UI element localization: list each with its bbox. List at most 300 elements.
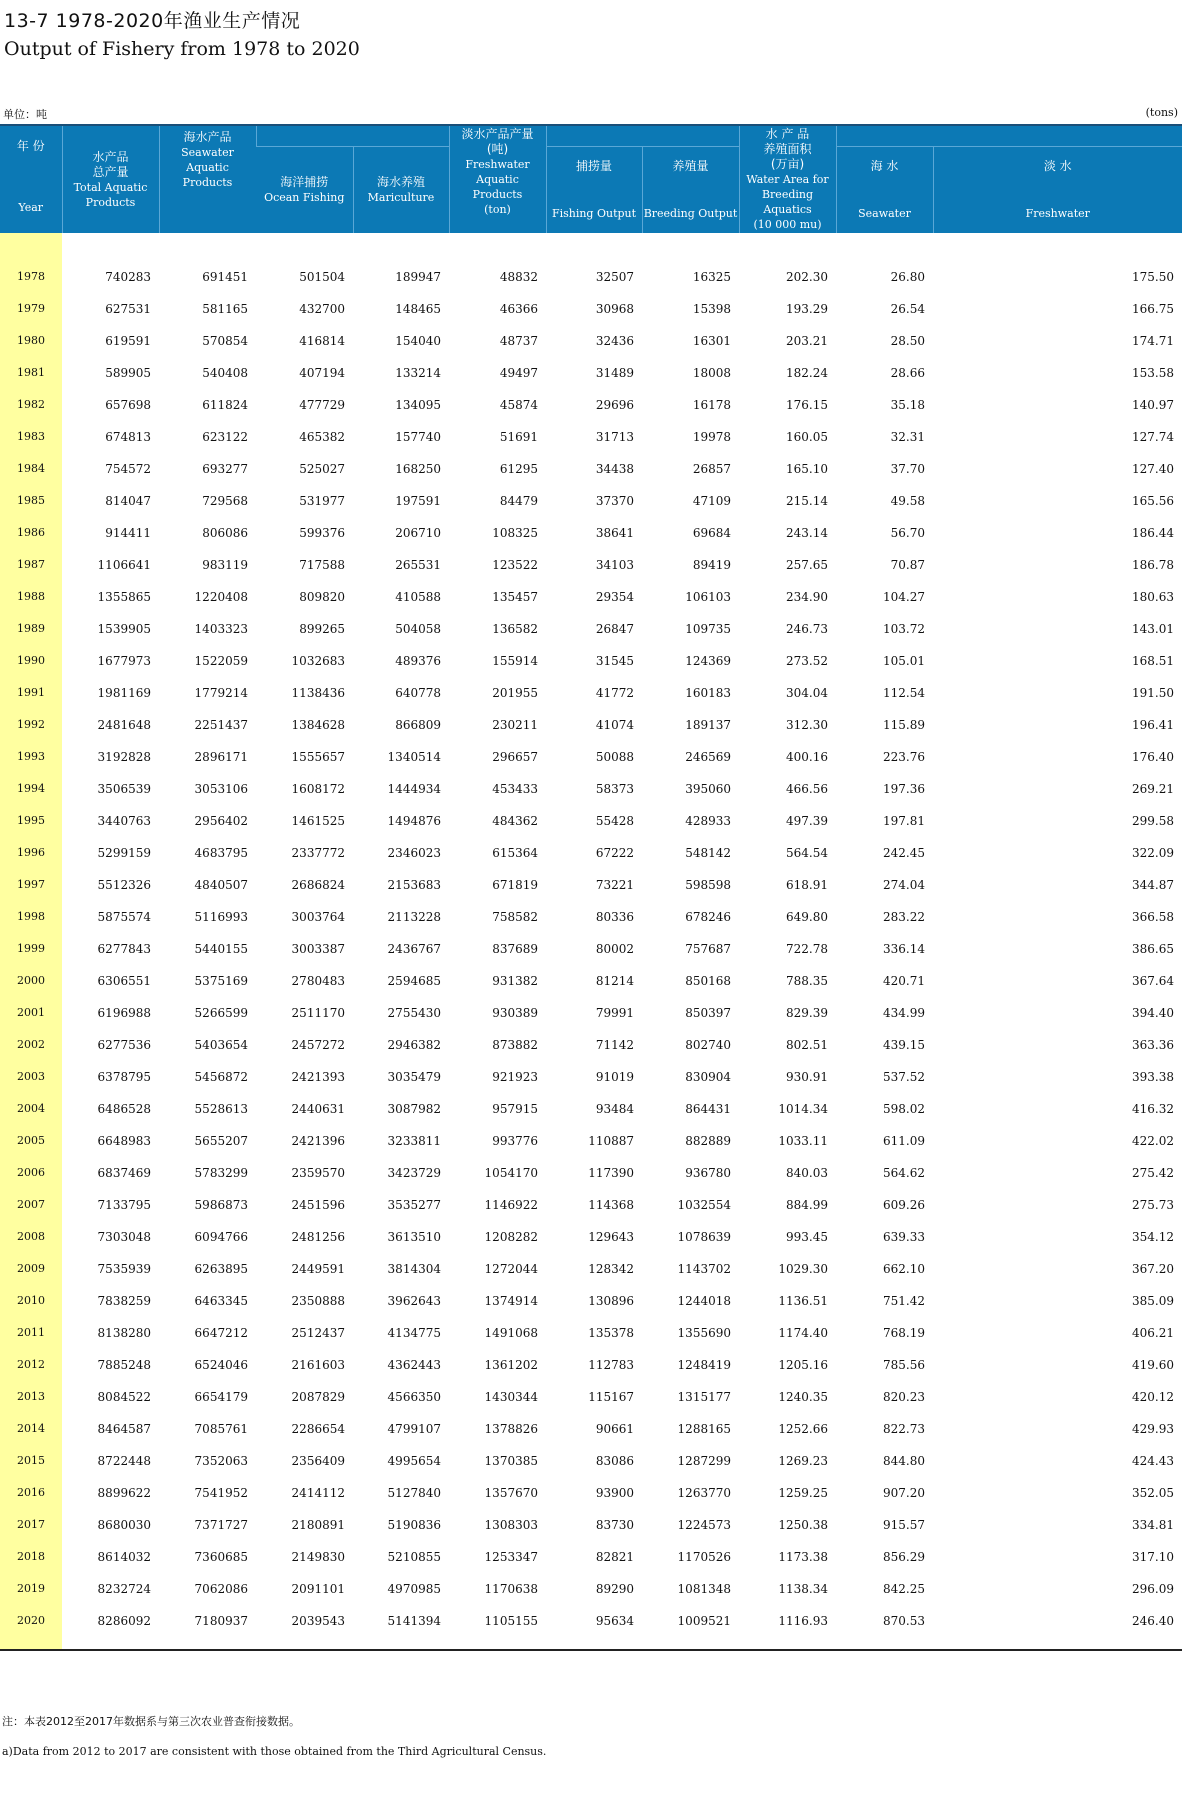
value-cell: 1224573	[677, 1518, 731, 1532]
value-cell: 2436767	[387, 942, 441, 956]
year-cell: 2011	[0, 1317, 62, 1349]
value-cell: 3962643	[387, 1294, 441, 1308]
value-cell: 936780	[685, 1166, 731, 1180]
value-cell: 34103	[595, 558, 634, 572]
value-cell: 166.75	[1132, 302, 1174, 316]
value-cell: 5190836	[387, 1518, 441, 1532]
value-cell: 8084522	[97, 1390, 151, 1404]
value-cell: 117390	[588, 1166, 634, 1180]
value-cell: 175.50	[1132, 270, 1174, 284]
value-cell: 1032554	[677, 1198, 731, 1212]
header-breeding-output-en: Breeding Output	[643, 207, 738, 220]
value-cell: 5403654	[194, 1038, 248, 1052]
value-cell: 740283	[105, 270, 151, 284]
year-cell: 2003	[0, 1061, 62, 1093]
value-cell: 67222	[595, 846, 634, 860]
value-cell: 439.15	[883, 1038, 925, 1052]
value-cell: 130896	[588, 1294, 634, 1308]
year-cell: 2020	[0, 1605, 62, 1637]
table-row	[0, 1509, 1182, 1541]
value-cell: 7535939	[97, 1262, 151, 1276]
value-cell: 866809	[395, 718, 441, 732]
value-cell: 722.78	[786, 942, 828, 956]
value-cell: 51691	[499, 430, 538, 444]
value-cell: 2457272	[291, 1038, 345, 1052]
value-cell: 8680030	[97, 1518, 151, 1532]
table-row	[0, 1317, 1182, 1349]
header-breeding-area	[739, 125, 836, 233]
value-cell: 2511170	[291, 1006, 345, 1020]
value-cell: 1033.11	[778, 1134, 828, 1148]
value-cell: 79991	[595, 1006, 634, 1020]
value-cell: 4566350	[387, 1390, 441, 1404]
table-row	[0, 261, 1182, 293]
year-cell: 1980	[0, 325, 62, 357]
value-cell: 1205.16	[778, 1358, 828, 1372]
value-cell: 49.58	[890, 494, 925, 508]
value-cell: 1138.34	[778, 1582, 828, 1596]
value-cell: 416.32	[1132, 1102, 1174, 1116]
value-cell: 407194	[299, 366, 345, 380]
unit-label-en: (tons)	[1145, 106, 1178, 119]
value-cell: 8464587	[97, 1422, 151, 1436]
value-cell: 432700	[299, 302, 345, 316]
table-row	[0, 837, 1182, 869]
year-cell: 1998	[0, 901, 62, 933]
value-cell: 531977	[299, 494, 345, 508]
year-cell: 1978	[0, 261, 62, 293]
header-breeding-output	[642, 147, 739, 234]
value-cell: 115167	[588, 1390, 634, 1404]
value-cell: 674813	[105, 430, 151, 444]
value-cell: 1461525	[291, 814, 345, 828]
value-cell: 8614032	[97, 1550, 151, 1564]
value-cell: 274.04	[883, 878, 925, 892]
value-cell: 112783	[588, 1358, 634, 1372]
value-cell: 6648983	[97, 1134, 151, 1148]
value-cell: 124369	[685, 654, 731, 668]
value-cell: 4362443	[387, 1358, 441, 1372]
value-cell: 189137	[685, 718, 731, 732]
year-cell: 1992	[0, 709, 62, 741]
value-cell: 4840507	[194, 878, 248, 892]
table-row	[0, 613, 1182, 645]
value-cell: 453433	[492, 782, 538, 796]
value-cell: 26857	[692, 462, 731, 476]
table-row	[0, 1605, 1182, 1637]
value-cell: 758582	[492, 910, 538, 924]
value-cell: 915.57	[883, 1518, 925, 1532]
value-cell: 598598	[685, 878, 731, 892]
page-title-en: Output of Fishery from 1978 to 2020	[4, 38, 360, 60]
value-cell: 657698	[105, 398, 151, 412]
year-cell: 2017	[0, 1509, 62, 1541]
header-breeding-output-cn: 养殖量	[672, 159, 709, 173]
table-row	[0, 1157, 1182, 1189]
value-cell: 7360685	[194, 1550, 248, 1564]
table-row	[0, 293, 1182, 325]
header-mariculture-en: Mariculture	[367, 191, 435, 204]
value-cell: 201955	[492, 686, 538, 700]
value-cell: 1494876	[387, 814, 441, 828]
header-year	[0, 125, 62, 233]
value-cell: 157740	[395, 430, 441, 444]
value-cell: 41074	[595, 718, 634, 732]
value-cell: 930.91	[786, 1070, 828, 1084]
value-cell: 35.18	[890, 398, 925, 412]
header-fishing-output-en: Fishing Output	[551, 207, 637, 220]
value-cell: 1248419	[677, 1358, 731, 1372]
value-cell: 957915	[492, 1102, 538, 1116]
year-cell: 1987	[0, 549, 62, 581]
header-seawater-products-cn: 海水产品	[183, 130, 232, 144]
value-cell: 3003764	[291, 910, 345, 924]
value-cell: 367.64	[1132, 974, 1174, 988]
value-cell: 820.23	[883, 1390, 925, 1404]
value-cell: 1220408	[194, 590, 248, 604]
value-cell: 619591	[105, 334, 151, 348]
value-cell: 410588	[395, 590, 441, 604]
value-cell: 1378826	[484, 1422, 538, 1436]
value-cell: 7062086	[194, 1582, 248, 1596]
header-seawater-products	[159, 125, 256, 233]
value-cell: 640778	[395, 686, 441, 700]
year-cell: 1986	[0, 517, 62, 549]
value-cell: 3506539	[97, 782, 151, 796]
header-total-en: Total Aquatic Products	[73, 180, 148, 209]
value-cell: 105.01	[883, 654, 925, 668]
value-cell: 2087829	[291, 1390, 345, 1404]
table-row	[0, 869, 1182, 901]
value-cell: 1522059	[194, 654, 248, 668]
value-cell: 196.41	[1132, 718, 1174, 732]
value-cell: 3053106	[194, 782, 248, 796]
value-cell: 1677973	[97, 654, 151, 668]
value-cell: 29354	[595, 590, 634, 604]
value-cell: 5210855	[387, 1550, 441, 1564]
value-cell: 8899622	[97, 1486, 151, 1500]
value-cell: 104.27	[883, 590, 925, 604]
value-cell: 129643	[588, 1230, 634, 1244]
value-cell: 394.40	[1132, 1006, 1174, 1020]
value-cell: 751.42	[883, 1294, 925, 1308]
value-cell: 136582	[492, 622, 538, 636]
table-row	[0, 549, 1182, 581]
value-cell: 1116.93	[778, 1614, 828, 1628]
value-cell: 344.87	[1132, 878, 1174, 892]
value-cell: 5266599	[194, 1006, 248, 1020]
value-cell: 4799107	[387, 1422, 441, 1436]
value-cell: 850397	[685, 1006, 731, 1020]
value-cell: 174.71	[1132, 334, 1174, 348]
header-breeding-area-cn: 水 产 品 养殖面积 (万亩)	[763, 127, 812, 171]
value-cell: 7885248	[97, 1358, 151, 1372]
value-cell: 393.38	[1132, 1070, 1174, 1084]
value-cell: 109735	[685, 622, 731, 636]
value-cell: 26.54	[890, 302, 925, 316]
value-cell: 334.81	[1132, 1518, 1174, 1532]
value-cell: 1252.66	[778, 1422, 828, 1436]
value-cell: 4970985	[387, 1582, 441, 1596]
value-cell: 785.56	[883, 1358, 925, 1372]
header-breeding-area-en: Water Area for Breeding Aquatics (10 000 mu)	[746, 173, 829, 231]
value-cell: 7838259	[97, 1294, 151, 1308]
value-cell: 16178	[692, 398, 731, 412]
value-cell: 754572	[105, 462, 151, 476]
value-cell: 1106641	[97, 558, 151, 572]
header-fishing-output-cn: 捕捞量	[575, 159, 612, 173]
value-cell: 419.60	[1132, 1358, 1174, 1372]
year-cell: 1995	[0, 805, 62, 837]
value-cell: 907.20	[883, 1486, 925, 1500]
value-cell: 1981169	[97, 686, 151, 700]
value-cell: 206710	[395, 526, 441, 540]
value-cell: 802740	[685, 1038, 731, 1052]
table-row	[0, 901, 1182, 933]
value-cell: 366.58	[1132, 910, 1174, 924]
value-cell: 6277536	[97, 1038, 151, 1052]
year-cell: 2006	[0, 1157, 62, 1189]
value-cell: 32507	[595, 270, 634, 284]
table-row	[0, 1285, 1182, 1317]
year-cell: 2018	[0, 1541, 62, 1573]
year-cell: 1982	[0, 389, 62, 421]
header-freshwater-area	[933, 147, 1182, 234]
year-cell: 2019	[0, 1573, 62, 1605]
value-cell: 2251437	[194, 718, 248, 732]
year-cell: 2001	[0, 997, 62, 1029]
value-cell: 7541952	[194, 1486, 248, 1500]
value-cell: 1078639	[677, 1230, 731, 1244]
value-cell: 2113228	[387, 910, 441, 924]
value-cell: 581165	[202, 302, 248, 316]
value-cell: 176.40	[1132, 750, 1174, 764]
value-cell: 1355865	[97, 590, 151, 604]
value-cell: 5141394	[387, 1614, 441, 1628]
value-cell: 2414112	[291, 1486, 345, 1500]
value-cell: 2149830	[291, 1550, 345, 1564]
value-cell: 7085761	[194, 1422, 248, 1436]
year-cell: 1996	[0, 837, 62, 869]
value-cell: 497.39	[786, 814, 828, 828]
table-bottom-spacer	[0, 1637, 1182, 1650]
value-cell: 230211	[492, 718, 538, 732]
value-cell: 609.26	[883, 1198, 925, 1212]
fishery-output-table	[0, 124, 1182, 1651]
year-cell: 1984	[0, 453, 62, 485]
value-cell: 69684	[692, 526, 731, 540]
value-cell: 2512437	[291, 1326, 345, 1340]
value-cell: 842.25	[883, 1582, 925, 1596]
header-freshwater-products-cn: 淡水产品产量 (吨)	[461, 127, 534, 156]
value-cell: 5116993	[194, 910, 248, 924]
value-cell: 2946382	[387, 1038, 441, 1052]
value-cell: 154040	[395, 334, 441, 348]
value-cell: 215.14	[786, 494, 828, 508]
value-cell: 127.40	[1132, 462, 1174, 476]
value-cell: 814047	[105, 494, 151, 508]
value-cell: 16301	[692, 334, 731, 348]
year-cell: 2000	[0, 965, 62, 997]
value-cell: 90661	[595, 1422, 634, 1436]
table-row	[0, 1029, 1182, 1061]
value-cell: 3003387	[291, 942, 345, 956]
year-cell: 2007	[0, 1189, 62, 1221]
year-cell: 2002	[0, 1029, 62, 1061]
year-cell: 1991	[0, 677, 62, 709]
value-cell: 18008	[692, 366, 731, 380]
value-cell: 570854	[202, 334, 248, 348]
value-cell: 47109	[692, 494, 731, 508]
value-cell: 2161603	[291, 1358, 345, 1372]
value-cell: 140.97	[1132, 398, 1174, 412]
value-cell: 870.53	[883, 1614, 925, 1628]
value-cell: 1357670	[484, 1486, 538, 1500]
value-cell: 265531	[395, 558, 441, 572]
value-cell: 48832	[499, 270, 538, 284]
value-cell: 193.29	[786, 302, 828, 316]
table-row	[0, 645, 1182, 677]
value-cell: 246569	[685, 750, 731, 764]
footnote-en: a)Data from 2012 to 2017 are consistent with those obtained from the Third Agricultural Census.	[2, 1745, 547, 1758]
year-cell: 1979	[0, 293, 62, 325]
value-cell: 466.56	[786, 782, 828, 796]
value-cell: 2091101	[291, 1582, 345, 1596]
value-cell: 6647212	[194, 1326, 248, 1340]
value-cell: 48737	[499, 334, 538, 348]
table-row	[0, 517, 1182, 549]
value-cell: 28.66	[890, 366, 925, 380]
value-cell: 246.40	[1132, 1614, 1174, 1628]
value-cell: 71142	[595, 1038, 634, 1052]
value-cell: 1146922	[484, 1198, 538, 1212]
value-cell: 2755430	[387, 1006, 441, 1020]
table-row	[0, 453, 1182, 485]
year-cell: 1994	[0, 773, 62, 805]
value-cell: 80002	[595, 942, 634, 956]
value-cell: 844.80	[883, 1454, 925, 1468]
year-cell: 2012	[0, 1349, 62, 1381]
table-row	[0, 1349, 1182, 1381]
value-cell: 6277843	[97, 942, 151, 956]
value-cell: 4683795	[194, 846, 248, 860]
value-cell: 6654179	[194, 1390, 248, 1404]
value-cell: 2686824	[291, 878, 345, 892]
value-cell: 2421396	[291, 1134, 345, 1148]
value-cell: 788.35	[786, 974, 828, 988]
value-cell: 168250	[395, 462, 441, 476]
value-cell: 930389	[492, 1006, 538, 1020]
value-cell: 1355690	[677, 1326, 731, 1340]
value-cell: 30968	[595, 302, 634, 316]
value-cell: 6094766	[194, 1230, 248, 1244]
header-ocean-fishing-en: Ocean Fishing	[264, 191, 345, 204]
value-cell: 89419	[692, 558, 731, 572]
value-cell: 2359570	[291, 1166, 345, 1180]
value-cell: 49497	[499, 366, 538, 380]
value-cell: 354.12	[1132, 1230, 1174, 1244]
value-cell: 3814304	[387, 1262, 441, 1276]
value-cell: 336.14	[883, 942, 925, 956]
value-cell: 73221	[595, 878, 634, 892]
value-cell: 6196988	[97, 1006, 151, 1020]
year-cell: 1988	[0, 581, 62, 613]
value-cell: 26847	[595, 622, 634, 636]
value-cell: 424.43	[1132, 1454, 1174, 1468]
value-cell: 5299159	[97, 846, 151, 860]
value-cell: 37.70	[890, 462, 925, 476]
header-ocean-fishing	[256, 147, 353, 234]
value-cell: 108325	[492, 526, 538, 540]
value-cell: 1779214	[194, 686, 248, 700]
value-cell: 5783299	[194, 1166, 248, 1180]
value-cell: 1287299	[677, 1454, 731, 1468]
value-cell: 6263895	[194, 1262, 248, 1276]
value-cell: 434.99	[883, 1006, 925, 1020]
value-cell: 7180937	[194, 1614, 248, 1628]
value-cell: 133214	[395, 366, 441, 380]
value-cell: 1170526	[677, 1550, 731, 1564]
header-freshwater-blank	[546, 125, 739, 147]
value-cell: 155914	[492, 654, 538, 668]
value-cell: 1370385	[484, 1454, 538, 1468]
value-cell: 627531	[105, 302, 151, 316]
value-cell: 37370	[595, 494, 634, 508]
table-row	[0, 1445, 1182, 1477]
value-cell: 691451	[202, 270, 248, 284]
value-cell: 29696	[595, 398, 634, 412]
value-cell: 1136.51	[778, 1294, 828, 1308]
header-area-blank	[836, 125, 1182, 147]
value-cell: 611.09	[883, 1134, 925, 1148]
value-cell: 2780483	[291, 974, 345, 988]
value-cell: 31713	[595, 430, 634, 444]
value-cell: 6524046	[194, 1358, 248, 1372]
value-cell: 8722448	[97, 1454, 151, 1468]
value-cell: 598.02	[883, 1102, 925, 1116]
table-row	[0, 1381, 1182, 1413]
value-cell: 81214	[595, 974, 634, 988]
value-cell: 5456872	[194, 1070, 248, 1084]
value-cell: 1208282	[484, 1230, 538, 1244]
value-cell: 2039543	[291, 1614, 345, 1628]
value-cell: 395060	[685, 782, 731, 796]
year-cell: 2005	[0, 1125, 62, 1157]
header-freshwater-area-cn: 淡 水	[1043, 159, 1072, 173]
value-cell: 202.30	[786, 270, 828, 284]
table-row	[0, 1093, 1182, 1125]
value-cell: 2153683	[387, 878, 441, 892]
value-cell: 649.80	[786, 910, 828, 924]
value-cell: 1105155	[484, 1614, 538, 1628]
value-cell: 840.03	[786, 1166, 828, 1180]
value-cell: 203.21	[786, 334, 828, 348]
value-cell: 385.09	[1132, 1294, 1174, 1308]
table-row	[0, 805, 1182, 837]
value-cell: 83086	[595, 1454, 634, 1468]
value-cell: 2896171	[194, 750, 248, 764]
table-row	[0, 1253, 1182, 1285]
table-row	[0, 485, 1182, 517]
value-cell: 91019	[595, 1070, 634, 1084]
year-cell: 1983	[0, 421, 62, 453]
value-cell: 191.50	[1132, 686, 1174, 700]
value-cell: 829.39	[786, 1006, 828, 1020]
value-cell: 882889	[685, 1134, 731, 1148]
value-cell: 234.90	[786, 590, 828, 604]
value-cell: 6837469	[97, 1166, 151, 1180]
value-cell: 115.89	[883, 718, 925, 732]
